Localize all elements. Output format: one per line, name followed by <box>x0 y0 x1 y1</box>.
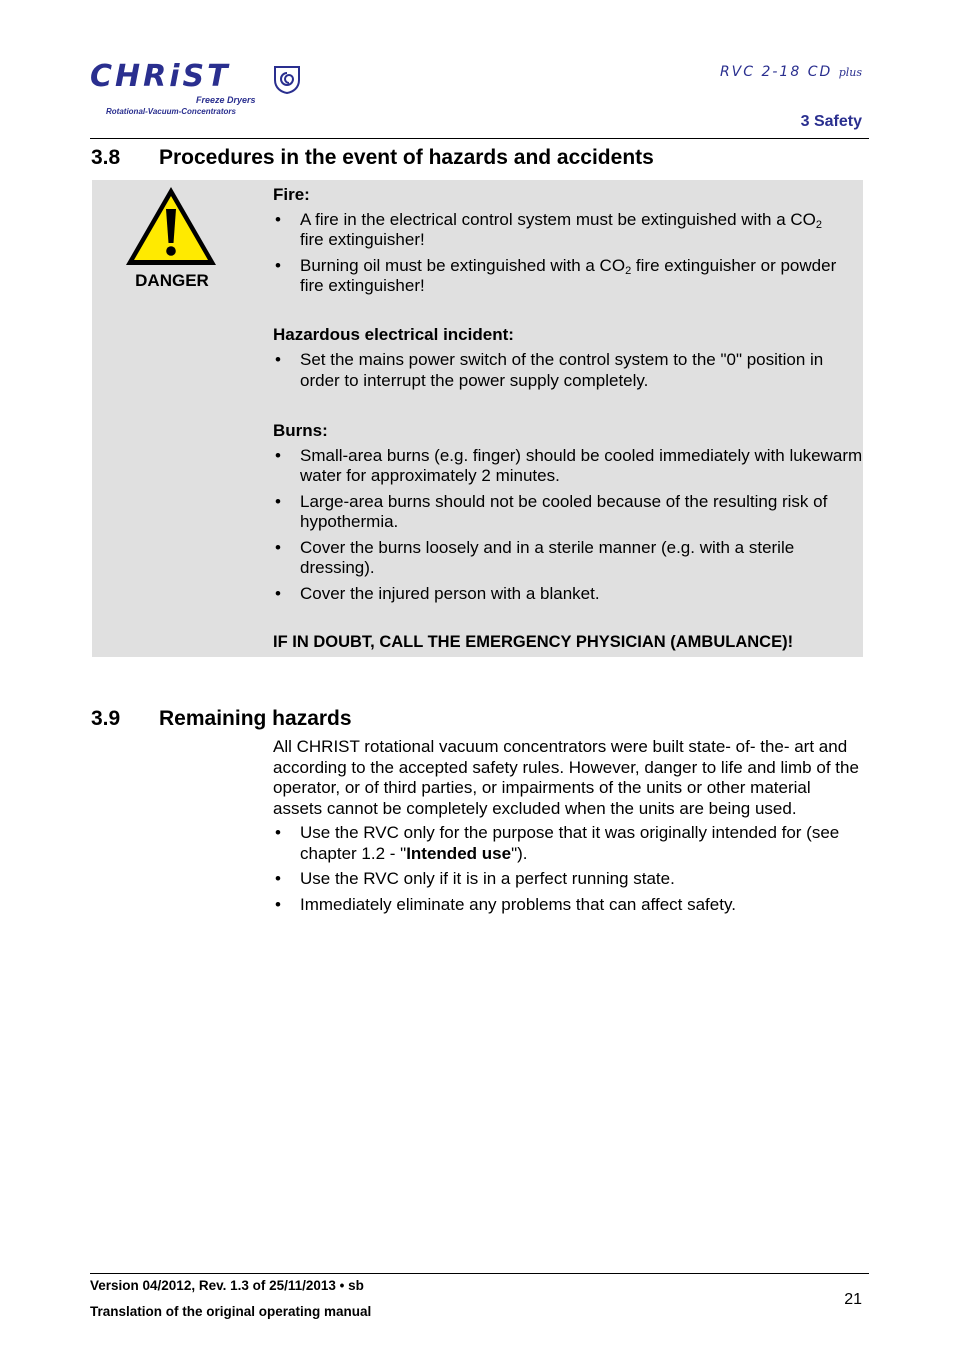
list-item: • Immediately eliminate any problems that can affect safety. <box>273 895 863 916</box>
danger-label: DANGER <box>135 271 209 290</box>
burns-heading: Burns: <box>273 421 328 440</box>
list-item: • Cover the burns loosely and in a sterile manner (e.g. with a sterile dressing). <box>273 538 863 579</box>
footer-version: Version 04/2012, Rev. 1.3 of 25/11/2013 • sb <box>90 1278 364 1293</box>
product-suffix: plus <box>838 66 862 79</box>
fire-heading: Fire: <box>273 185 310 204</box>
danger-panel-content <box>273 185 863 653</box>
burns-list <box>273 446 863 605</box>
remaining-hazards-content <box>273 737 863 920</box>
intended-use-reference: Intended use <box>406 843 512 863</box>
remaining-hazards-list <box>273 823 863 915</box>
list-item: • Cover the injured person with a blanket. <box>273 584 863 605</box>
subscript: 2 <box>815 218 823 231</box>
list-item-text: Use the RVC only for the purpose that it was originally intended for (see chapter 1.2 - " <box>300 823 840 863</box>
section-title: Procedures in the event of hazards and accidents <box>159 146 654 169</box>
product-name <box>720 64 862 80</box>
subscript: 2 <box>625 264 632 277</box>
page-number: 21 <box>844 1291 862 1308</box>
section-number: 3.9 <box>91 707 121 730</box>
list-item: • Set the mains power switch of the control system to the "0" position in order to interrupt the power supply completely. <box>273 350 863 391</box>
section-title: Remaining hazards <box>159 707 352 730</box>
remaining-hazards-paragraph: All CHRIST rotational vacuum concentrators were built state- of- the- art and according to the accepted safety rules. However, danger to life and limb of the operator, or of third parties, or impairments of the units or other material assets cannot be completely excluded when the units are being used. <box>273 737 859 818</box>
brand-tagline-freeze-dryers: Freeze Dryers <box>196 95 256 105</box>
header-divider <box>90 138 869 139</box>
fire-list <box>273 210 863 297</box>
list-item-text: "). <box>511 843 528 863</box>
list-item: • Small-area burns (e.g. finger) should be cooled immediately with lukewarm water for approximately 2 minutes. <box>273 446 863 487</box>
danger-warning-triangle-icon <box>124 185 218 267</box>
brand-tagline-concentrators: Rotational-Vacuum-Concentrators <box>106 107 236 116</box>
footer-translation-note: Translation of the original operating manual <box>90 1304 372 1319</box>
list-item <box>273 210 863 251</box>
product-model: RVC 2-18 CD <box>719 64 833 80</box>
brand-emblem-icon <box>272 64 302 94</box>
section-number: 3.8 <box>91 146 121 169</box>
fire-item-2-text: Burning oil must be extinguished with a CO <box>300 255 626 275</box>
electrical-heading: Hazardous electrical incident: <box>273 324 514 344</box>
fire-item-1-text: A fire in the electrical control system must be extinguished with a CO <box>300 209 816 229</box>
fire-item-2-tail: fire extinguisher or powder fire extinguisher! <box>300 255 837 295</box>
footer-divider <box>90 1273 869 1274</box>
list-item <box>273 823 863 864</box>
list-item <box>273 256 863 297</box>
list-item: • Use the RVC only if it is in a perfect running state. <box>273 869 863 890</box>
brand-logo-text: CHRiST <box>90 59 231 94</box>
electrical-list <box>273 350 863 391</box>
list-item: • Large-area burns should not be cooled because of the resulting risk of hypothermia. <box>273 492 863 533</box>
fire-item-1-tail: fire extinguisher! <box>300 230 425 249</box>
chapter-title: 3 Safety <box>800 113 862 130</box>
emergency-callout: IF IN DOUBT, CALL THE EMERGENCY PHYSICIAN (AMBULANCE)! <box>273 633 794 651</box>
